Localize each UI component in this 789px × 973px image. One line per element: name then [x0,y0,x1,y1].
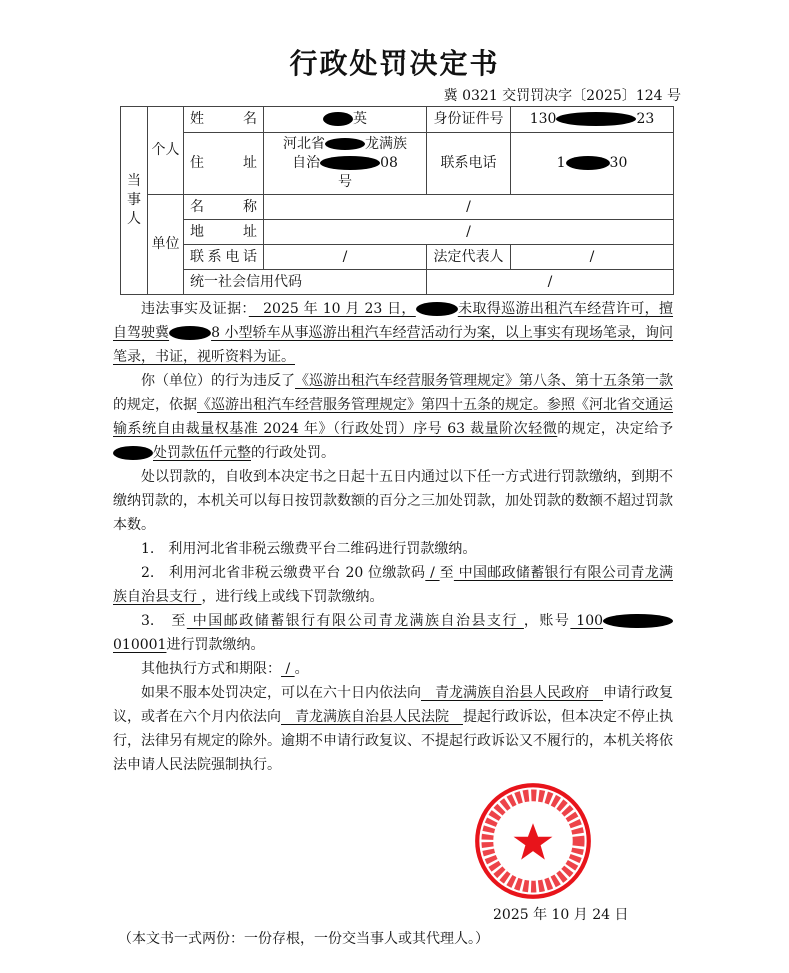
violation-paragraph: 你（单位）的行为违反了《巡游出租汽车经营服务管理规定》第八条、第十五条第一款的规定，依据《巡游出租汽车经营服务管理规定》第四十五条的规定。参照《河北省交通运输系统自由裁量权基准 2024 年》（行政处罚）序号 63 裁量阶次轻微的规定，决定给予处罚款伍仟元整的行政处罚。 [113,373,674,461]
unit-phone-label: 联系电话 [184,245,264,270]
payment-method-2: 2. 利用河北省非税云缴费平台 20 位缴款码 / 至 中国邮政储蓄银行有限公司青龙满族自治县支行 ，进行线上或线下罚款缴纳。 [113,565,673,605]
document-title: 行政处罚决定书 [289,47,500,80]
appeal-paragraph: 如果不服本处罚决定，可以在六十日内依法向 青龙满族自治县人民政府 申请行政复议，或者在六个月内依法向 青龙满族自治县人民法院 提起行政诉讼，但本决定不停止执行，法律另有规定的除外。逾期不申请行政复议、不提起行政诉讼又不履行的，本机关将依法申请人民法院强制执行。 [113,685,673,773]
unit-label: 单位 [148,195,184,295]
redaction [323,112,353,126]
official-seal-icon [473,781,593,901]
unit-phone-value: / [264,245,427,270]
document-body [113,297,673,777]
unit-address-value: / [264,220,674,245]
document-footer [113,777,673,953]
other-execution: 其他执行方式和期限： / 。 [141,661,309,677]
phone-value: 1 30 [511,133,674,195]
decision-date: 2025 年 10 月 24 日 [493,907,629,923]
redaction [416,302,458,316]
phone-label: 联系电话 [427,133,511,195]
payment-method-3: 3. 至 中国邮政储蓄银行有限公司青龙满族自治县支行 ，账号 100010001进行罚款缴纳。 [113,609,673,657]
redaction [320,156,380,170]
party-info-table [120,106,674,295]
payment-method-1: 1. 利用河北省非税云缴费平台二维码进行罚款缴纳。 [141,541,477,557]
name-value: 英 [264,107,427,133]
individual-label: 个人 [148,107,184,195]
name-label: 姓 名 [184,107,264,133]
document-number: 冀 0321 交罚罚决字〔2025〕124 号 [443,88,681,104]
party-label: 当事人 [121,107,148,295]
legal-rep-value: / [511,245,674,270]
redaction [603,614,673,628]
copy-note: （本文书一式两份：一份存根，一份交当事人或其代理人。） [118,931,489,947]
address-value: 河北省 龙满族 自治 08 号 [264,133,427,195]
id-value: 130 23 [511,107,674,133]
unit-address-label: 地 址 [184,220,264,245]
redaction [169,326,211,340]
payment-intro: 处以罚款的，自收到本决定书之日起十五日内通过以下任一方式进行罚款缴纳，到期不缴纳罚款的，本机关可以每日按罚款数额的百分之三加处罚款，加处罚款的数额不超过罚款本数。 [113,469,673,533]
address-label: 住 址 [184,133,264,195]
id-label: 身份证件号 [427,107,511,133]
facts-paragraph: 违法事实及证据： 2025 年 10 月 23 日， 未取得巡游出租汽车经营许可，擅自驾驶冀 8 小型轿车从事巡游出租汽车经营活动行为案，以上事实有现场笔录，询问笔录，书证，视听资料为证。 [113,301,674,365]
redaction [566,156,610,170]
redaction [113,446,153,460]
credit-code-value: / [427,270,674,295]
redaction [556,112,636,126]
redaction [325,138,365,150]
legal-rep-label: 法定代表人 [427,245,511,270]
credit-code-label: 统一社会信用代码 [184,270,427,295]
unit-name-value: / [264,195,674,220]
unit-name-label: 名 称 [184,195,264,220]
